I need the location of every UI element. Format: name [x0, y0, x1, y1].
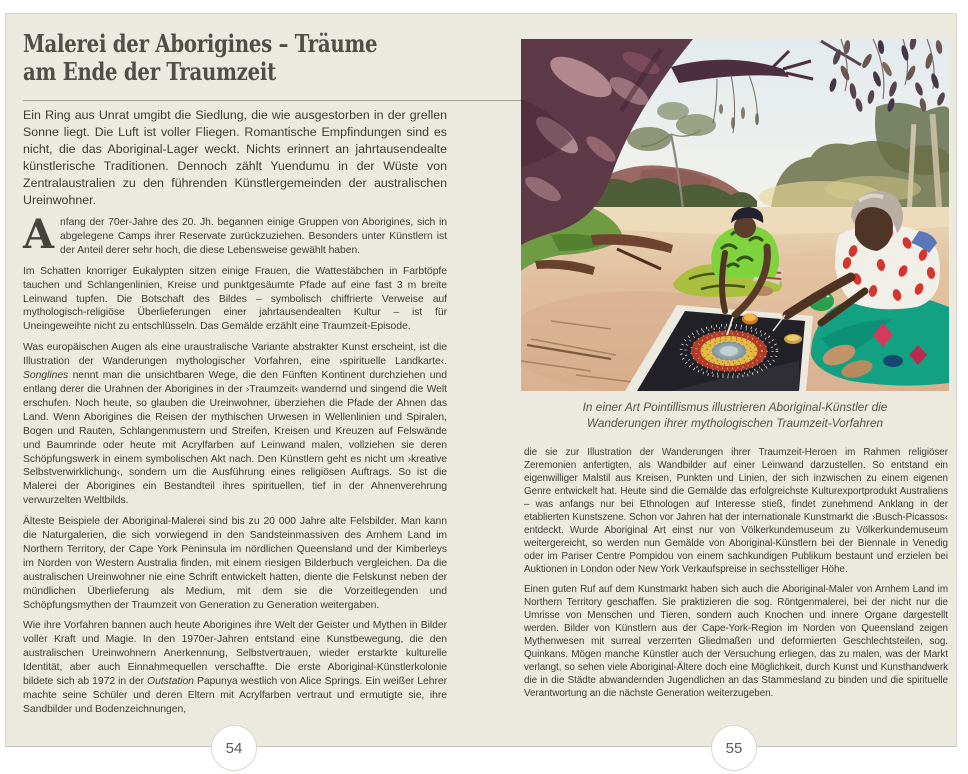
article-title-block [23, 30, 523, 86]
title-line-1: Malerei der Aborigines – Träume [23, 29, 378, 58]
page-title [23, 30, 433, 86]
caption-line-1: In einer Art Pointillismus illustrieren Aboriginal-Künstler die [582, 400, 888, 414]
body-paragraph: Älteste Beispiele der Aboriginal-Malerei sind bis zu 20 000 Jahre alte Felsbilder. Man kann die Naturgalerien, die sich vorwiegend in den Sandsteinmassiven des Arnhem Land im Northern Territory, der Cape York Peninsula im nördlichen Queensland und der Kimberleys im Norden von Western Australia finden, mit einem riesigen Bilderbuch vergleichen. Da die australischen Ureinwohner nie eine Schrift entwickelt hatten, diente die Felskunst neben der mündlichen Überlieferung als Medium, mit dem sie die Vorzeitlegenden und Schöpfungsmythen der Traumzeit von Generation zu Generation weitergaben. [23, 516, 447, 611]
page-number-left: 54 [225, 739, 243, 757]
body-paragraph: Im Schatten knorriger Eukalypten sitzen einige Frauen, die Wattestäbchen in Farbtöpfe tauchen und Schlangenlinien, Kreise und punktgesäumte Pfade auf eine fast 3 m breite Leinwand tupfen. Die Botschaft des Bildes – symbolisch chiffrierte Verweise auf mythologisch-religiöse Überlieferungen einer jahrtausendealten Kultur – ist für Uneingeweihte nicht zu entschlüsseln. Das Gemälde erzählt eine Traumzeit-Episode. [23, 265, 447, 333]
page-spread [5, 13, 957, 757]
body-paragraph: Einen guten Ruf auf dem Kunstmarkt haben sich auch die Aboriginal-Maler von Arnhem Land im Northern Territory geschaffen. Sie praktizieren die sog. Röntgenmalerei, bei der nicht nur die Umrisse von Menschen und Tieren, sondern auch Knochen und innere Organe dargestellt werden. Bilder von Künstlern aus der Cape-York-Region im Norden von Queensland zeigen Mythenwesen mit surreal verzerrten Gliedmaßen und deformierten Geschlechtsteilen, sog. Quinkans. Mögen manche Künstler auch der Versuchung erliegen, das zu malen, was der Markt verlangt, so sehen viele Aboriginal-Ältere doch eine Möglichkeit, durch Kunst und Kunsthandwerk die in die Städte abwandernden Jugendlichen an das Stammesland zu binden und die spirituelle Verantwortung an die nächste Generation weiterzugeben. [524, 584, 948, 699]
lead-paragraph: Ein Ring aus Unrat umgibt die Siedlung, die wie ausgestorben in der grellen Sonne liegt. Die Luft ist voller Fliegen. Romantische Empfindungen sind es nicht, die das Aboriginal-Lager weckt. Nichts erinnert an jahrtausendealte künstlerische Traditionen. Dennoch zählt Yuendumu in der Wüste von Zentralaustralien zu den führenden Künstlergemeinden der australischen Ureinwohner. [23, 108, 447, 207]
page-number-left-badge [211, 725, 257, 771]
page-number-right-badge [711, 725, 757, 771]
photo-illustration [521, 39, 949, 391]
title-divider-rule [23, 100, 521, 101]
right-column-body [524, 446, 948, 700]
body-paragraph: Wie ihre Vorfahren bannen auch heute Aborigines ihre Welt der Geister und Mythen in Bilder voller Kraft und Magie. In den 1970er-Jahren entstand eine Kunstbewegung, die den australischen Ureinwohnern Anerkennung, Selbstvertrauen, wieder erstarkte kulturelle Identität, aber auch Einnahmequellen verschaffte. Die erste Aboriginal-Künstlerkolonie bildete sich ab 1972 in der Outstation Papunya westlich von Alice Springs. Ein weißer Lehrer machte seine Schüler und deren Eltern mit Acrylfarben vertraut und ermutigte sie, ihre Sandbilder und Bodenzeichnungen, [23, 620, 448, 715]
caption-line-2: Wanderungen ihrer mythologischen Traumzeit-Vorfahren [586, 416, 884, 430]
body-paragraph: Anfang der 70er-Jahre des 20. Jh. begannen einige Gruppen von Aborigines, sich in abgelegene Camps ihrer Reservate zurückzuziehen. Besonders unter Künstlern ist der Anteil derer sehr hoch, die diese Lebensweise gewählt haben. [23, 211, 447, 258]
body-paragraph: Was europäischen Augen als eine uraustralische Variante abstrakter Kunst erscheint, ist die Illustration der Wanderungen mythologischer Vorfahren, eine ›spirituelle Landkarte‹. Songlines nennt man die unsichtbaren Wege, die den Fünften Kontinent durchziehen und entlang derer die Urahnen der Aborigines in der ›Traumzeit‹ wandernd und singend die Welt erschufen. Noch heute, so glauben die Ureinwohner, überziehen die Pfade der Ahnen das Land. Wenn Aborigines die Reisen der mythischen Urwesen in Wellenlinien und Spiralen, Bogen und Rauten, Schlangenmustern und Streifen, Kreisen und Kreuzen auf Felswände und Baumrinde oder heute mit Acrylfarben auf Leinwand malen, vollziehen sie deren Schöpfungswerk in einem symbolischen Akt nach. Den Künstlern geht es nicht um ›kreative Selbstverwirklichung‹, sondern um die Ausführung eines religiösen Auftrags. So ist die Malerei der Aborigines ein Bestandteil ihres spirituellen, tief in der Ahnenverehrung verwurzelten Weltbilds. [23, 342, 447, 507]
page-number-right: 55 [725, 739, 743, 757]
body-paragraph: die sie zur Illustration der Wanderungen ihrer Traumzeit-Heroen im Rahmen religiöser Zeremonien anfertigten, als Wandbilder auf einer Leinwand darzustellen. So entstand ein eigenwilliger Malstil aus Kreisen, Punkten und Linien, der sich inzwischen zu einem eigenen Genre entwickelt hat. Heute sind die Gemälde das erfolgreichste Kulturexportprodukt Australiens – was anfangs nur bei Ethnologen auf Interesse stieß, findet zunehmend Anklang in der etablierten Kunstszene. Schon vor Jahren hat der internationale Kunstmarkt die ›Busch-Picassos‹ entdeckt. Wurde Aboriginal Art einst nur von Völkerkundemuseum zu Völkerkundemuseum weitergereicht, so werden nun Gemälde von Aboriginal-Künstlern bei der Biennale in Venedig oder im Pariser Centre Pompidou von einem sachkundigen Publikum bestaunt und erzielen bei Auktionen in London oder New York Verkaufspreise in sechsstelliger Höhe. [524, 447, 948, 575]
photo-aboriginal-artists-painting [521, 39, 949, 391]
photo-caption [521, 399, 949, 431]
drop-cap: A [23, 211, 54, 258]
title-line-2: am Ende der Traumzeit [23, 57, 276, 86]
left-column-body [23, 211, 448, 717]
